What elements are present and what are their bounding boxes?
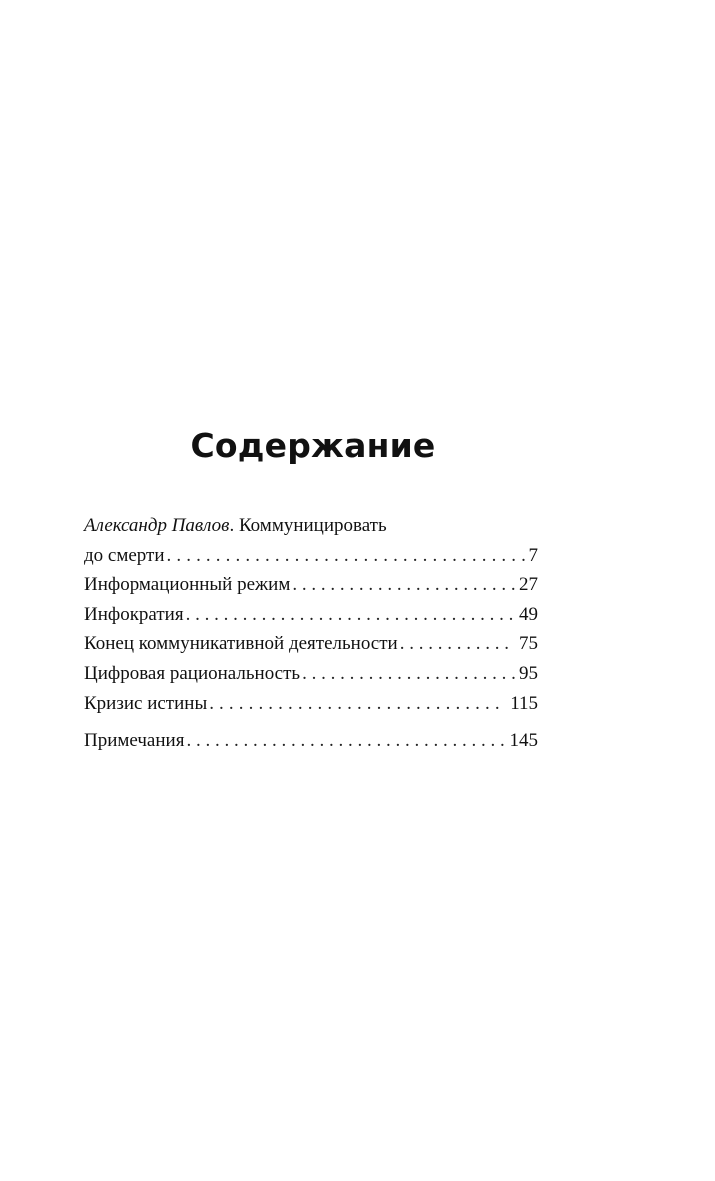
toc-entry-page: 75 <box>519 633 538 655</box>
toc-entry-page: 145 <box>509 730 538 752</box>
toc-entry[interactable] <box>84 659 538 689</box>
toc-entry-first-line <box>84 511 538 541</box>
dot-leader <box>186 600 515 630</box>
toc-entry-title-part: . Коммуницировать <box>229 515 387 536</box>
toc-entry-title: до смерти <box>84 544 165 566</box>
dot-leader <box>209 689 506 719</box>
toc-entry-title: Кризис истины <box>84 692 208 714</box>
toc-entry-page: 49 <box>519 603 538 625</box>
toc-entry-page: 27 <box>519 574 538 596</box>
toc-entry-page: 115 <box>510 692 538 714</box>
toc-entry-title: Инфократия <box>84 603 184 625</box>
dot-leader <box>167 541 525 571</box>
toc-entry-title: Информационный режим <box>84 574 291 596</box>
table-of-contents <box>84 511 538 756</box>
toc-entry-title: Примечания <box>84 730 185 752</box>
dot-leader <box>302 659 515 689</box>
toc-entry-author: Александр Павлов <box>84 515 230 536</box>
toc-entry[interactable] <box>84 600 538 630</box>
toc-entry-second-line <box>84 541 538 571</box>
toc-entry[interactable] <box>84 629 538 659</box>
page-title: Содержание <box>190 426 436 465</box>
toc-entry[interactable] <box>84 511 538 570</box>
toc-entry-page: 7 <box>528 544 538 566</box>
toc-entry[interactable] <box>84 570 538 600</box>
toc-entry[interactable] <box>84 689 538 719</box>
dot-leader <box>292 570 515 600</box>
toc-entry-title: Цифровая рациональность <box>84 662 301 684</box>
dot-leader <box>186 726 505 756</box>
dot-leader <box>400 629 515 659</box>
toc-entry-page: 95 <box>519 662 538 684</box>
toc-entry-title: Конец коммуникативной деятельности <box>84 633 398 655</box>
toc-entry[interactable] <box>84 726 538 756</box>
